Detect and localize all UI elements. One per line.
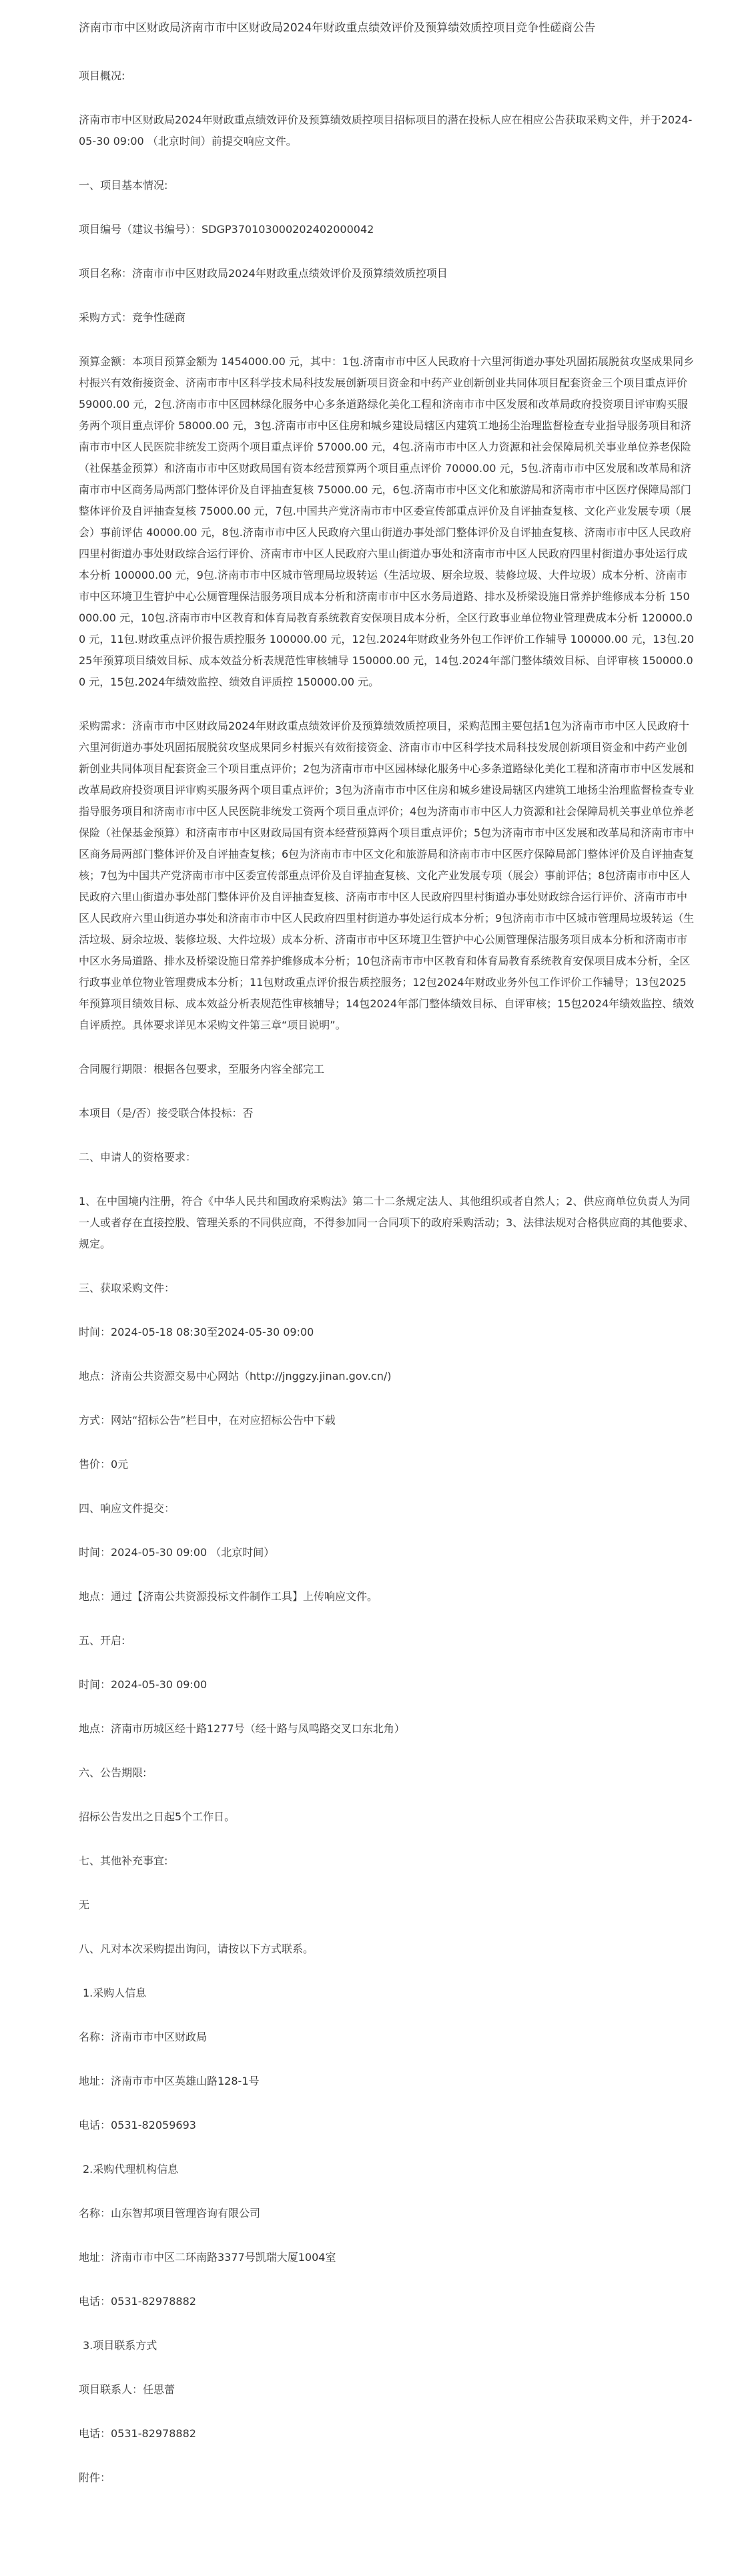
section-heading-notice-period: 六、公告期限: — [79, 1766, 147, 1779]
purchaser-name: 名称：济南市市中区财政局 — [79, 2031, 208, 2043]
section-heading-other-matters: 七、其他补充事宜: — [79, 1854, 168, 1867]
section-heading-submission: 四、响应文件提交： — [79, 1502, 175, 1515]
submission-location: 地点：通过【济南公共资源投标文件制作工具】上传响应文件。 — [79, 1590, 378, 1603]
project-contact-person: 项目联系人：任思蕾 — [79, 2383, 175, 2396]
announcement-title: 济南市市中区财政局济南市市中区财政局2024年财政重点绩效评价及预算绩效质控项目竞争性磋商公告 — [79, 21, 596, 35]
document-price: 售价：0元 — [79, 1458, 129, 1471]
section-heading-opening: 五、开启: — [79, 1634, 125, 1647]
project-number: 项目编号（建议书编号）：SDGP370103000202402000042 — [79, 223, 374, 236]
project-contact-phone: 电话：0531-82978882 — [79, 2427, 196, 2440]
opening-time: 时间：2024-05-30 09:00 — [79, 1678, 208, 1691]
section-heading-basic-info: 一、项目基本情况: — [79, 179, 168, 192]
other-matters: 无 — [79, 1898, 90, 1911]
agency-heading: 2.采购代理机构信息 — [83, 2163, 179, 2175]
contract-period: 合同履行期限：根据各包要求，至服务内容全部完工 — [79, 1063, 325, 1075]
obtain-time: 时间：2024-05-18 08:30至2024-05-30 09:00 — [79, 1326, 314, 1338]
agency-address: 地址：济南市市中区二环南路3377号凯瑞大厦1004室 — [79, 2251, 336, 2264]
project-contact-heading: 3.项目联系方式 — [83, 2339, 157, 2352]
section-heading-contact: 八、凡对本次采购提出询问，请按以下方式联系。 — [79, 1943, 314, 1955]
qualification-requirements: 1、在中国境内注册，符合《中华人民共和国政府采购法》第二十二条规定法人、其他组织或者自然人；2、供应商单位负责人为同一人或者存在直接控股、管理关系的不同供应商，不得参加同一合同项下的政府采购活动；3、法律法规对合格供应商的其他要求、规定。 — [79, 1195, 695, 1250]
notice-period: 招标公告发出之日起5个工作日。 — [79, 1810, 236, 1823]
section-heading-obtain-documents: 三、获取采购文件： — [79, 1282, 175, 1294]
overview-heading: 项目概况: — [79, 69, 125, 82]
obtain-location: 地点：济南公共资源交易中心网站（http://jnggzy.jinan.gov.cn/) — [79, 1370, 392, 1382]
procurement-method: 采购方式：竞争性磋商 — [79, 311, 186, 324]
attachments-label: 附件： — [79, 2471, 111, 2484]
purchaser-heading: 1.采购人信息 — [83, 1987, 147, 1999]
procurement-requirements: 采购需求：济南市市中区财政局2024年财政重点绩效评价及预算绩效质控项目，采购范围主要包括1包为济南市市中区人民政府十六里河街道办事处巩固拓展脱贫攻坚成果同乡村振兴有效衔接资金、济南市市中区科学技术局科技发展创新项目资金和中药产业创新创业共同体项目配套资金三个项目重点评价；2包为济南市市中区园林绿化服务中心多条道路绿化美化工程和济南市市中区发展和改革局政府投资项目评审购买服务两个项目重点评价；3包为济南市市中区住房和城乡建设局辖区内建筑工地扬尘治理监督检查专业指导服务项目和济南市市中区人民医院非统发工资两个项目重点评价；4包为济南市市中区人力资源和社会保障局机关事业单位养老保险（社保基金预算）和济南市市中区财政局国有资本经营预算两个项目重点评价；5包为济南市市中区发展和改革局和济南市市中区商务局两部门整体评价及自评抽查复核；6包为济南市市中区文化和旅游局和济南市市中区医疗保障局部门整体评价及自评抽查复核；7包为中国共产党济南市市中区委宣传部重点评价及自评抽查复核、文化产业发展专项（展会）事前评估；8包济南市市中区人民政府六里山街道办事处部门整体评价及自评抽查复核、济南市市中区人民政府四里村街道办事处财政综合运行评价、济南市市中区人民政府六里山街道办事处和济南市市中区人民政府四里村街道办事处运行成本分析；9包济南市市中区城市管理局垃圾转运（生活垃圾、厨余垃圾、装修垃圾、大件垃圾）成本分析、济南市市中区环境卫生管护中心公厕管理保洁服务项目成本分析和济南市市中区水务局道路、排水及桥梁设施日常养护维修成本分析；10包济南市市中区教育和体育局教育系统教育安保项目成本分析，全区行政事业单位物业管理费成本分析；11包财政重点评价报告质控服务；12包2024年财政业务外包工作评价工作辅导；13包2025年预算项目绩效目标、成本效益分析表规范性审核辅导；14包2024年部门整体绩效目标、自评审核；15包2024年绩效监控、绩效自评质控。具体要求详见本采购文件第三章“项目说明”。 — [79, 720, 695, 1031]
overview-text: 济南市市中区财政局2024年财政重点绩效评价及预算绩效质控项目招标项目的潜在投标人应在相应公告获取采购文件，并于2024-05-30 09:00 （北京时间）前提交响应文件。 — [79, 113, 693, 148]
purchaser-phone: 电话：0531-82059693 — [79, 2119, 196, 2131]
section-heading-qualifications: 二、申请人的资格要求： — [79, 1151, 197, 1164]
obtain-method: 方式：网站“招标公告”栏目中，在对应招标公告中下载 — [79, 1414, 336, 1427]
agency-name: 名称：山东智邦项目管理咨询有限公司 — [79, 2207, 261, 2220]
budget-amount: 预算金额：本项目预算金额为 1454000.00 元，其中：1包.济南市市中区人民政府十六里河街道办事处巩固拓展脱贫攻坚成果同乡村振兴有效衔接资金、济南市市中区科学技术局科技发展创新项目资金和中药产业创新创业共同体项目配套资金三个项目重点评价 59000.00 元，2包.济南市市中区园林绿化服务中心多条道路绿化美化工程和济南市市中区发展和改革局政府投资项目评审购买服务两个项目重点评价 58000.00 元，3包.济南市市中区住房和城乡建设局辖区内建筑工地扬尘治理监督检查专业指导服务项目和济南市市中区人民医院非统发工资两个项目重点评价 57000.00 元，4包.济南市市中区人力资源和社会保障局机关事业单位养老保险（社保基金预算）和济南市市中区财政局国有资本经营预算两个项目重点评价 70000.00 元，5包.济南市市中区发展和改革局和济南市市中区商务局两部门整体评价及自评抽查复核 75000.00 元，6包.济南市市中区文化和旅游局和济南市市中区医疗保障局部门整体评价及自评抽查复核 75000.00 元，7包.中国共产党济南市市中区委宣传部重点评价及自评抽查复核、文化产业发展专项（展会）事前评估 40000.00 元，8包.济南市市中区人民政府六里山街道办事处部门整体评价及自评抽查复核、济南市市中区人民政府四里村街道办事处财政综合运行评价、济南市市中区人民政府六里山街道办事处和济南市市中区人民政府四里村街道办事处运行成本分析 100000.00 元，9包.济南市市中区城市管理局垃圾转运（生活垃圾、厨余垃圾、装修垃圾、大件垃圾）成本分析、济南市市中区环境卫生管护中心公厕管理保洁服务项目成本分析和济南市市中区水务局道路、排水及桥梁设施日常养护维修成本分析 150000.00 元，10包.济南市市中区教育和体育局教育系统教育安保项目成本分析，全区行政事业单位物业管理费成本分析 120000.00 元，11包.财政重点评价报告质控服务 100000.00 元，12包.2024年财政业务外包工作评价工作辅导 100000.00 元，13包.2025年预算项目绩效目标、成本效益分析表规范性审核辅导 150000.00 元，14包.2024年部门整体绩效目标、自评审核 150000.00 元，15包.2024年绩效监控、绩效自评质控 150000.00 元。 — [79, 355, 695, 688]
purchaser-address: 地址：济南市市中区英雄山路128-1号 — [79, 2075, 260, 2087]
opening-location: 地点：济南市历城区经十路1277号（经十路与凤鸣路交叉口东北角） — [79, 1722, 405, 1735]
consortium-acceptance: 本项目（是/否）接受联合体投标：否 — [79, 1107, 254, 1119]
submission-time: 时间：2024-05-30 09:00 （北京时间） — [79, 1546, 275, 1559]
agency-phone: 电话：0531-82978882 — [79, 2295, 196, 2308]
project-name: 项目名称：济南市市中区财政局2024年财政重点绩效评价及预算绩效质控项目 — [79, 267, 448, 280]
